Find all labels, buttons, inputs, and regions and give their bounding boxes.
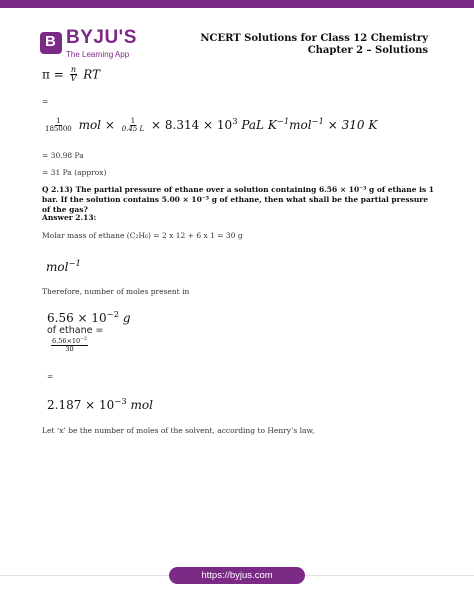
therefore-line: Therefore, number of moles present in <box>42 287 190 296</box>
answer-label: Answer 2.13: <box>42 213 97 222</box>
top-brand-bar <box>0 0 474 8</box>
molar-mass-line: Molar mass of ethane (C₂H₆) = 2 x 12 + 6 x 1 = 30 g <box>42 231 243 240</box>
brand-tagline: The Learning App <box>66 50 130 59</box>
byjus-logo[interactable] <box>40 27 137 59</box>
of-ethane-label: of ethane = <box>47 325 104 336</box>
equals-sign-2: = <box>47 372 54 381</box>
equals-sign: = <box>42 97 49 106</box>
result-pa: = 30.98 Pa <box>42 151 84 160</box>
mass-of-ethane: $6.56 \times 10^{-2}$ g <box>47 309 131 325</box>
henry-law-line: Let ‘x’ be the number of moles of the solvent, according to Henry’s law, <box>42 426 315 435</box>
result-approx: = 31 Pa (approx) <box>42 168 107 177</box>
question-2-13: Q 2.13) The partial pressure of ethane over a solution containing 6.56 × 10⁻³ g of ethane is 1 bar. If the solution contains 5.00 × 10⁻³ g of ethane, then what shall be the partial pressure of the gas? <box>42 185 435 214</box>
equation-osmotic-pressure: π = $\frac{n}{V}$ RT <box>42 65 101 84</box>
footer-url-link[interactable]: https://byjus.com <box>169 567 305 584</box>
byjus-logo-icon: B <box>40 32 62 54</box>
moles-fraction: $\frac{6.56\times 10^{-2}}{30}$ <box>52 337 87 353</box>
moles-result: $2.187 \times 10^{-3}$ mol <box>47 396 153 412</box>
mol-unit: mol$^{-1}$ <box>46 258 81 274</box>
page-header-title: NCERT Solutions for Class 12 Chemistry Chapter 2 – Solutions <box>200 33 428 56</box>
equation-substitution: $\frac{1}{185000}$ mol × $\frac{1}{0.45 L}$ × $8.314 \times 10^3$ PaL $K^{-1}mol^{-1} \times 310$ K <box>45 116 378 133</box>
brand-name: BYJU'S <box>66 27 137 48</box>
